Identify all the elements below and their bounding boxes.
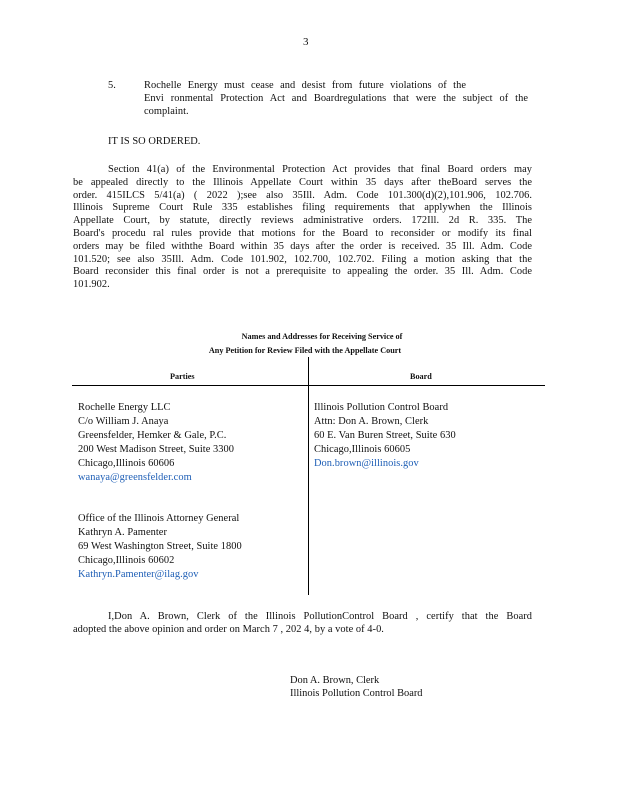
item-5-line: Rochelle Energy must cease and desist from future violations of the (144, 80, 466, 91)
email-link[interactable]: Kathryn.Pamenter@ilag.gov (78, 569, 199, 580)
address-line: C/o William J. Anaya (78, 416, 169, 427)
address-line: 200 West Madison Street, Suite 3300 (78, 444, 234, 455)
paragraph-line: Appellate Court, by statute, directly reviews administrative orders. 172Ill. 2d R. 335. The (73, 215, 532, 227)
service-table-heading (160, 330, 450, 358)
email-link[interactable]: Don.brown@illinois.gov (314, 458, 419, 469)
address-line: Chicago,Illinois 60602 (78, 555, 175, 566)
list-number: 5. (108, 80, 116, 91)
address-line: Kathryn A. Pamenter (78, 527, 167, 538)
table-vertical-rule (308, 357, 309, 595)
address-line: Attn: Don A. Brown, Clerk (314, 416, 429, 427)
paragraph-line: 101.902. (73, 279, 110, 291)
paragraph-line: Illinois Supreme Court Rule 335 establishes filing requirements that applywhen the Illinois (73, 202, 532, 214)
party-address-attorney-general (78, 512, 242, 582)
paragraph-line: Board reconsider this final order is not a prerequisite to appealing the order. 35 Ill. Adm. Code (73, 266, 532, 278)
paragraph-line: order. 415ILCS 5/41(a) ( 2022 );see also 35Ill. Adm. Code 101.300(d)(2),101.906, 102.706. (73, 189, 532, 201)
paragraph-line: be appealed directly to the Illinois Appellate Court within 35 days after theBoard serves the (73, 176, 532, 188)
item-5-text (144, 80, 528, 118)
certification-line: I,Don A. Brown, Clerk of the Illinois PollutionControl Board , certify that the Board (108, 611, 532, 622)
appeal-paragraph (73, 164, 532, 292)
page-number: 3 (303, 36, 309, 48)
certification-line: adopted the above opinion and order on March 7 , 202 4, by a vote of 4-0. (73, 623, 384, 635)
heading-line-2: Any Petition for Review Filed with the Appellate Court (208, 346, 402, 355)
address-line: 69 West Washington Street, Suite 1800 (78, 541, 242, 552)
item-5-line: Envi ronmental Protection Act and Boardregulations that were the subject of the (144, 92, 528, 104)
so-ordered: IT IS SO ORDERED. (108, 136, 201, 147)
heading-line-1: Names and Addresses for Receiving Service of (241, 332, 403, 341)
address-line: Office of the Illinois Attorney General (78, 513, 240, 524)
email-link[interactable]: wanaya@greensfelder.com (78, 472, 192, 483)
address-line: Greensfelder, Hemker & Gale, P.C. (78, 430, 227, 441)
signature-block (290, 675, 423, 701)
paragraph-line: Board's procedu ral rules provide that motions for the Board to reconsider or modify its final (73, 227, 532, 239)
parties-column-header: Parties (170, 372, 195, 381)
board-column-header: Board (410, 372, 432, 381)
paragraph-line: Section 41(a) of the Environmental Protection Act provides that final Board orders may (108, 164, 532, 175)
signature-name: Don A. Brown, Clerk (290, 675, 380, 686)
paragraph-line: orders may be filed withthe Board within 35 days after the order is received. 35 Ill. Adm. Code (73, 240, 532, 252)
party-address-rochelle (78, 401, 234, 485)
certification-paragraph (73, 611, 532, 637)
address-line: Illinois Pollution Control Board (314, 402, 449, 413)
item-5-line: complaint. (144, 105, 189, 117)
address-line: Rochelle Energy LLC (78, 402, 171, 413)
signature-org: Illinois Pollution Control Board (290, 687, 423, 699)
address-line: Chicago,Illinois 60606 (78, 458, 175, 469)
board-address (314, 401, 456, 471)
address-line: Chicago,Illinois 60605 (314, 444, 411, 455)
address-line: 60 E. Van Buren Street, Suite 630 (314, 430, 456, 441)
paragraph-line: 101.520; see also 35Ill. Adm. Code 101.902, 102.700, 102.702. Filing a motion asking that the (73, 253, 532, 265)
